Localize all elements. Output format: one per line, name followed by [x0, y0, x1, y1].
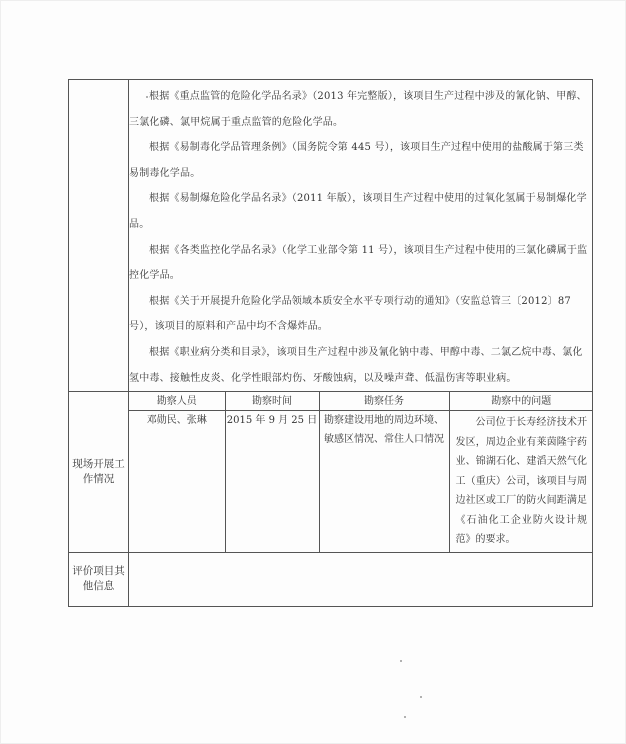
other-info-content	[129, 552, 593, 606]
survey-label: 现场开展工作情况	[69, 392, 129, 553]
survey-issues: 公司位于长寿经济技术开发区，周边企业有莱茵隆宇药业、锦湖石化、建滔天然气化工（重庆）公司，该项目与周边社区或工厂的防火间距满足《石油化工企业防火设计规范》的要求。	[449, 411, 593, 552]
regulations-content	[129, 80, 593, 392]
survey-content	[129, 392, 593, 553]
regulations-label-cell	[69, 80, 129, 392]
regulation-paragraph: 根据《职业病分类和目录》，该项目生产过程中涉及氰化钠中毒、甲醇中毒、二氯乙烷中毒、氯化氢中毒、接触性皮炎、化学性眼部灼伤、牙酸蚀病，以及噪声聋、低温伤害等职业病。	[129, 346, 583, 384]
scan-speck	[420, 696, 422, 698]
scan-speck	[400, 660, 402, 662]
regulation-paragraph: 根据《关于开展提升危险化学品领域本质安全水平专项行动的通知》（安监总管三〔2012〕87 号），该项目的原料和产品中均不含爆炸品。	[129, 295, 571, 333]
survey-personnel: 邓勋民、张琳	[129, 411, 225, 552]
survey-time: 2015 年 9 月 25 日	[225, 411, 319, 552]
header-issues: 勘察中的问题	[449, 392, 593, 411]
survey-data-row	[129, 411, 593, 552]
regulations-row	[69, 80, 593, 392]
header-time: 勘察时间	[225, 392, 319, 411]
regulation-paragraph: 根据《易制毒化学品管理条例》（国务院令第 445 号），该项目生产过程中使用的盐酸属于第三类易制毒化学品。	[129, 142, 584, 179]
header-personnel: 勘察人员	[129, 392, 225, 411]
header-task: 勘察任务	[319, 392, 449, 411]
scan-speck	[146, 96, 148, 98]
survey-table	[129, 392, 593, 552]
survey-task: 勘察建设用地的周边环境、敏感区情况、常住人口情况	[319, 411, 449, 552]
scan-speck	[404, 716, 406, 718]
survey-header-row	[129, 392, 593, 411]
regulation-paragraph: 根据《各类监控化学品名录》（化学工业部令第 11 号），该项目生产过程中使用的三氯化磷属于监控化学品。	[129, 244, 588, 282]
other-info-label: 评价项目其他信息	[69, 552, 129, 606]
other-info-row	[69, 552, 593, 606]
assessment-table	[68, 79, 593, 607]
survey-row	[69, 392, 593, 553]
regulation-paragraph: 根据《易制爆危险化学品名录》（2011 年版），该项目生产过程中使用的过氧化氢属于易制爆化学品。	[129, 193, 587, 230]
regulation-paragraph: 根据《重点监管的危险化学品名录》（2013 年完整版），该项目生产过程中涉及的氰化钠、甲醇、三氯化磷、氯甲烷属于重点监管的危险化学品。	[129, 91, 587, 128]
